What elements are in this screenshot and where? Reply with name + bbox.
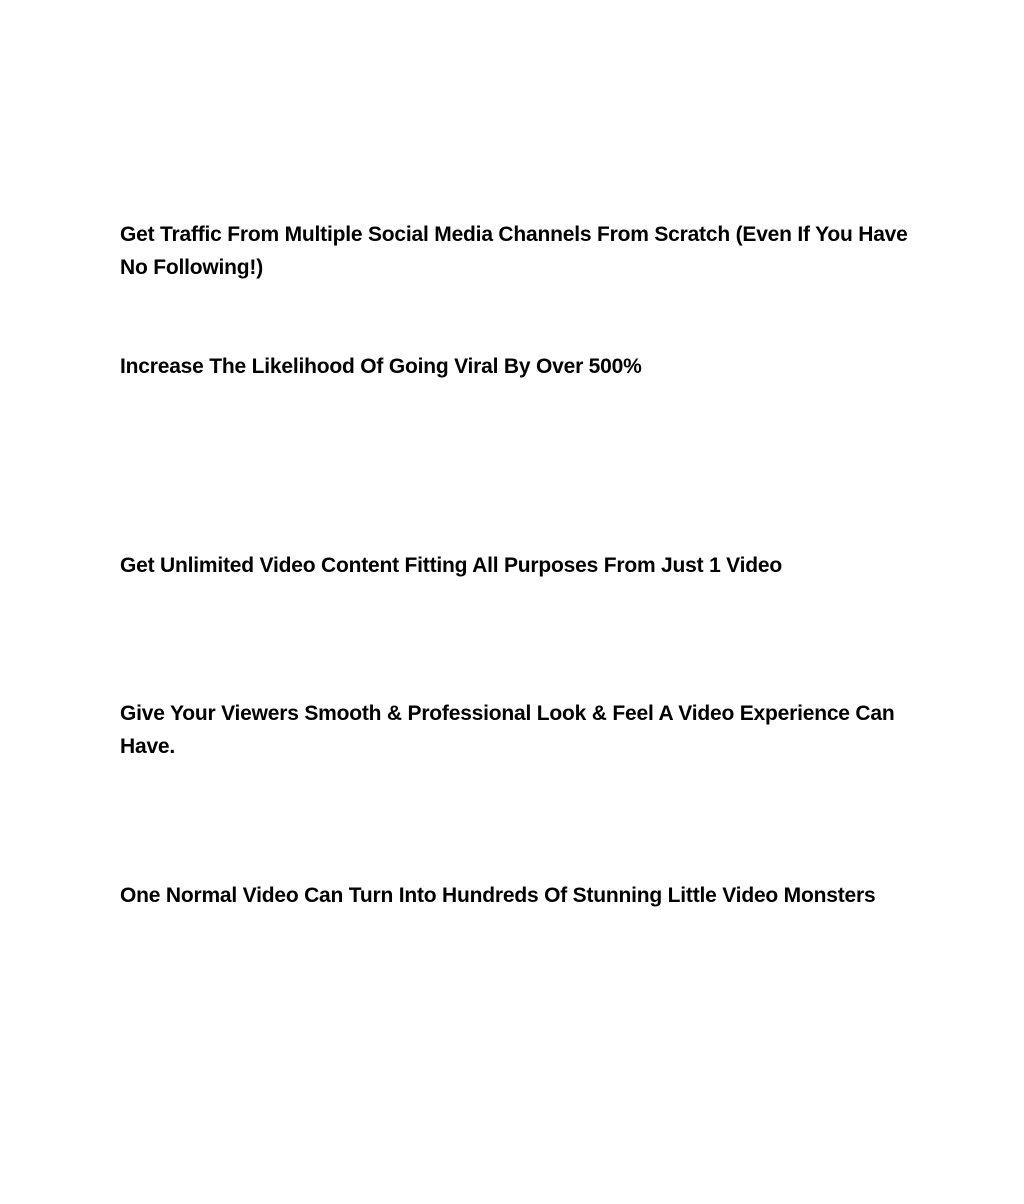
headline-video-monsters: One Normal Video Can Turn Into Hundreds Of Stunning Little Video Monsters <box>120 884 876 907</box>
headline-professional-experience: Give Your Viewers Smooth & Professional Look & Feel A Video Experience Can Have. <box>120 702 895 758</box>
headline-social-traffic: Get Traffic From Multiple Social Media Channels From Scratch (Even If You Have No Following!) <box>120 223 908 279</box>
headline-viral-likelihood: Increase The Likelihood Of Going Viral By Over 500% <box>120 355 642 378</box>
headline-unlimited-content: Get Unlimited Video Content Fitting All Purposes From Just 1 Video <box>120 554 782 577</box>
